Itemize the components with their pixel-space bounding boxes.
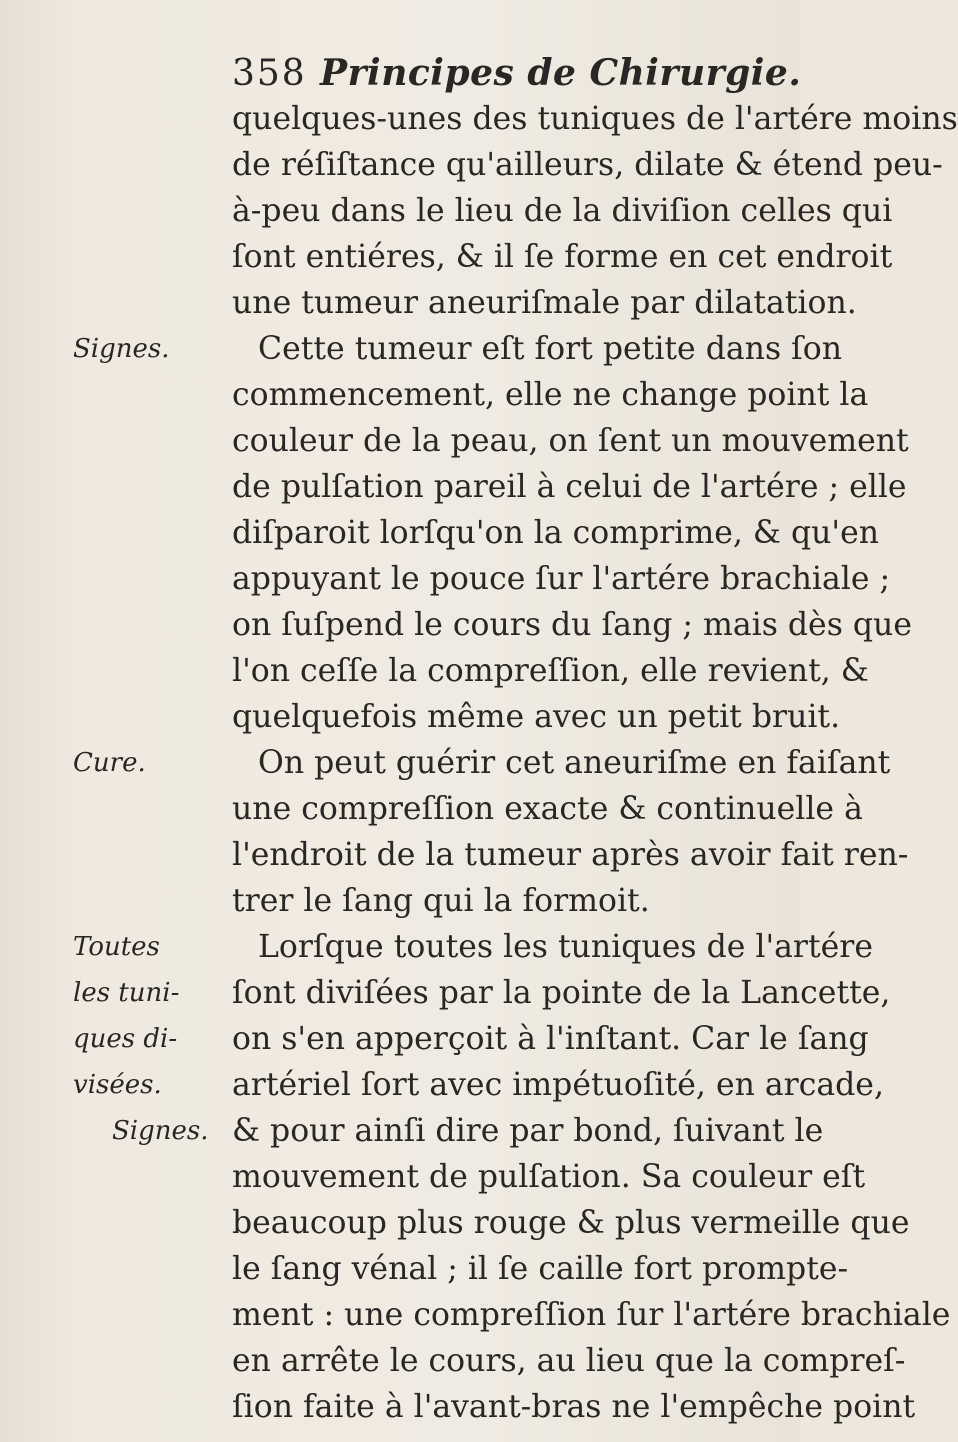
- text-line: le ſang vénal ; il ſe caille fort prompte-: [232, 1251, 849, 1287]
- text-line: une compreſſion exacte & continuelle à: [232, 791, 863, 827]
- text-line: couleur de la peau, on ſent un mouvement: [232, 423, 909, 459]
- text-line: appuyant le pouce ſur l'artére brachiale ;: [232, 561, 891, 597]
- margin-note: Signes.: [112, 1116, 209, 1146]
- text-line: ment : une compreſſion ſur l'artére brachiale: [232, 1297, 951, 1333]
- text-line: Cette tumeur eſt fort petite dans ſon: [258, 331, 843, 367]
- text-line: de pulſation pareil à celui de l'artére ; elle: [232, 469, 907, 505]
- text-line: artériel ſort avec impétuoſité, en arcade,: [232, 1067, 884, 1103]
- text-line: quelques-unes des tuniques de l'artére moins: [232, 101, 958, 137]
- text-line: l'endroit de la tumeur après avoir fait ren-: [232, 837, 909, 873]
- text-line: on s'en apperçoit à l'inſtant. Car le ſang: [232, 1021, 869, 1057]
- margin-note: Toutes: [73, 932, 160, 962]
- text-line: beaucoup plus rouge & plus vermeille que: [232, 1205, 910, 1241]
- text-line: ſion faite à l'avant-bras ne l'empêche point: [232, 1389, 916, 1425]
- text-line: à-peu dans le lieu de la diviſion celles qui: [232, 193, 893, 229]
- text-line: en arrête le cours, au lieu que la compreſ-: [232, 1343, 906, 1379]
- margin-note: Signes.: [73, 334, 170, 364]
- running-header: [232, 48, 802, 99]
- margin-note: les tuni-: [73, 978, 180, 1008]
- text-line: commencement, elle ne change point la: [232, 377, 869, 413]
- text-line: On peut guérir cet aneuriſme en faiſant: [258, 745, 891, 781]
- margin-note: ques di-: [73, 1024, 178, 1054]
- text-line: une tumeur aneuriſmale par dilatation.: [232, 285, 857, 321]
- text-line: Lorſque toutes les tuniques de l'artére: [258, 929, 873, 965]
- text-line: on ſuſpend le cours du ſang ; mais dès que: [232, 607, 912, 643]
- text-line: diſparoit lorſqu'on la comprime, & qu'en: [232, 515, 880, 551]
- text-line: l'on ceſſe la compreſſion, elle revient, &: [232, 653, 869, 689]
- text-line: mouvement de pulſation. Sa couleur eſt: [232, 1159, 866, 1195]
- text-line: ſont diviſées par la pointe de la Lancette,: [232, 975, 891, 1011]
- text-line: trer le ſang qui la formoit.: [232, 883, 650, 919]
- text-line: quelquefois même avec un petit bruit.: [232, 699, 841, 735]
- margin-note: Cure.: [73, 748, 146, 778]
- margin-note: visées.: [73, 1070, 162, 1100]
- page-number: 358: [232, 53, 307, 94]
- text-line: ſont entiéres, & il ſe forme en cet endroit: [232, 239, 893, 275]
- text-line: & pour ainſi dire par bond, ſuivant le: [232, 1113, 824, 1149]
- text-line: de réſiſtance qu'ailleurs, dilate & étend peu-: [232, 147, 943, 183]
- running-title: Principes de Chirurgie.: [320, 52, 802, 94]
